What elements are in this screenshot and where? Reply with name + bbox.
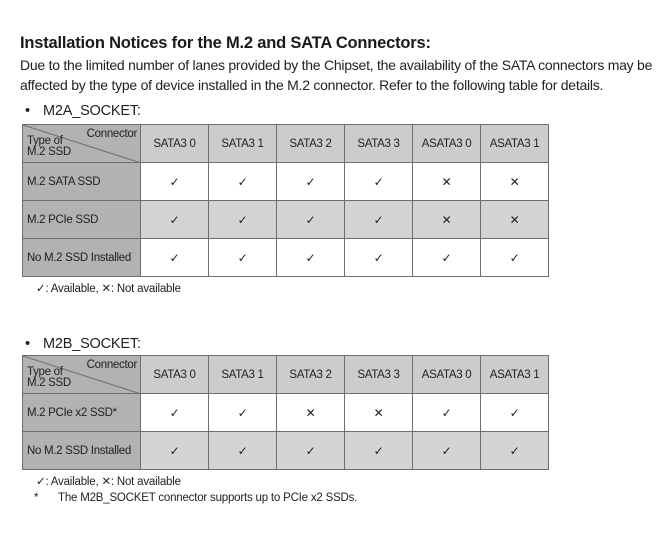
availability-cell xyxy=(209,163,277,201)
bullet: • xyxy=(25,103,30,119)
cross-icon: ✕ xyxy=(509,174,520,189)
availability-cell xyxy=(413,432,481,470)
table-row xyxy=(23,394,549,432)
table-row xyxy=(23,432,549,470)
availability-cell xyxy=(141,201,209,239)
availability-cell xyxy=(481,163,549,201)
corner-type-line2: M.2 SSD xyxy=(27,146,71,158)
legend-available-label: : Available, xyxy=(45,283,99,295)
check-icon: ✓ xyxy=(169,212,180,227)
m2a-socket-title xyxy=(25,103,141,119)
corner-connector-label: Connector xyxy=(86,128,137,140)
column-header: ASATA3 0 xyxy=(413,356,481,394)
footnote-marker: * xyxy=(34,492,39,504)
check-icon: ✓ xyxy=(36,476,46,488)
availability-cell xyxy=(413,163,481,201)
column-header: SATA3 3 xyxy=(345,356,413,394)
intro-paragraph: Due to the limited number of lanes provided by the Chipset, the availability of the SATA connectors may be affected by the type of device installed in the M.2 connector. Refer to the following table for details. xyxy=(20,57,653,93)
m2b-socket-title xyxy=(25,336,141,352)
bullet: • xyxy=(25,336,30,352)
footnote-text: The M2B_SOCKET connector supports up to PCIe x2 SSDs. xyxy=(58,492,358,504)
availability-cell xyxy=(345,201,413,239)
check-icon: ✓ xyxy=(237,443,248,458)
column-header: ASATA3 0 xyxy=(413,125,481,163)
check-icon: ✓ xyxy=(237,405,248,420)
availability-cell xyxy=(481,432,549,470)
table-row xyxy=(23,201,549,239)
availability-cell xyxy=(209,201,277,239)
availability-cell xyxy=(481,239,549,277)
availability-cell xyxy=(413,201,481,239)
availability-cell xyxy=(413,394,481,432)
corner-connector-label: Connector xyxy=(86,359,137,371)
row-label: No M.2 SSD Installed xyxy=(23,432,141,470)
column-header: SATA3 1 xyxy=(209,356,277,394)
check-icon: ✓ xyxy=(373,174,384,189)
availability-cell xyxy=(413,239,481,277)
availability-cell xyxy=(277,394,345,432)
row-label: No M.2 SSD Installed xyxy=(23,239,141,277)
table-header-row xyxy=(23,125,549,163)
availability-cell xyxy=(277,239,345,277)
availability-cell xyxy=(209,432,277,470)
availability-cell xyxy=(141,163,209,201)
cross-icon: ✕ xyxy=(373,405,384,420)
check-icon: ✓ xyxy=(169,405,180,420)
availability-cell xyxy=(141,394,209,432)
column-header: ASATA3 1 xyxy=(481,356,549,394)
check-icon: ✓ xyxy=(36,283,46,295)
page-title: Installation Notices for the M.2 and SATA Connectors: xyxy=(20,34,431,52)
footnote xyxy=(34,492,357,504)
table-corner-header xyxy=(23,125,141,163)
check-icon: ✓ xyxy=(305,212,316,227)
table-header-row xyxy=(23,356,549,394)
m2b-legend xyxy=(36,474,181,488)
cross-icon: ✕ xyxy=(441,174,452,189)
row-label: M.2 PCIe SSD xyxy=(23,201,141,239)
availability-cell xyxy=(141,432,209,470)
legend-available-label: : Available, xyxy=(45,476,99,488)
m2a-socket-table xyxy=(22,124,549,277)
column-header: SATA3 2 xyxy=(277,356,345,394)
availability-cell xyxy=(481,201,549,239)
corner-type-line2: M.2 SSD xyxy=(27,377,71,389)
m2a-legend xyxy=(36,281,181,295)
availability-cell xyxy=(481,394,549,432)
availability-cell xyxy=(345,163,413,201)
availability-cell xyxy=(209,394,277,432)
m2a-socket-label: M2A_SOCKET: xyxy=(43,103,141,119)
row-label: M.2 SATA SSD xyxy=(23,163,141,201)
legend-not-available-label: : Not available xyxy=(110,283,181,295)
availability-cell xyxy=(277,201,345,239)
availability-cell xyxy=(345,239,413,277)
check-icon: ✓ xyxy=(237,212,248,227)
check-icon: ✓ xyxy=(305,250,316,265)
m2b-socket-label: M2B_SOCKET: xyxy=(43,336,141,352)
corner-type-line1: Type of xyxy=(27,366,63,378)
check-icon: ✓ xyxy=(509,443,520,458)
table-row xyxy=(23,239,549,277)
cross-icon: ✕ xyxy=(101,283,111,295)
check-icon: ✓ xyxy=(441,250,452,265)
check-icon: ✓ xyxy=(237,174,248,189)
availability-cell xyxy=(345,394,413,432)
cross-icon: ✕ xyxy=(509,212,520,227)
corner-type-label xyxy=(27,367,71,389)
check-icon: ✓ xyxy=(373,443,384,458)
availability-cell xyxy=(209,239,277,277)
check-icon: ✓ xyxy=(169,250,180,265)
availability-cell xyxy=(277,163,345,201)
table-corner-header xyxy=(23,356,141,394)
legend-not-available-label: : Not available xyxy=(110,476,181,488)
check-icon: ✓ xyxy=(305,174,316,189)
check-icon: ✓ xyxy=(509,250,520,265)
table-row xyxy=(23,163,549,201)
availability-cell xyxy=(141,239,209,277)
check-icon: ✓ xyxy=(169,174,180,189)
cross-icon: ✕ xyxy=(441,212,452,227)
corner-type-label xyxy=(27,136,71,158)
column-header: SATA3 0 xyxy=(141,356,209,394)
cross-icon: ✕ xyxy=(101,476,111,488)
column-header: SATA3 0 xyxy=(141,125,209,163)
check-icon: ✓ xyxy=(373,212,384,227)
row-label: M.2 PCIe x2 SSD* xyxy=(23,394,141,432)
check-icon: ✓ xyxy=(237,250,248,265)
column-header: SATA3 3 xyxy=(345,125,413,163)
column-header: SATA3 1 xyxy=(209,125,277,163)
m2b-socket-table xyxy=(22,355,549,470)
cross-icon: ✕ xyxy=(305,405,316,420)
availability-cell xyxy=(277,432,345,470)
check-icon: ✓ xyxy=(169,443,180,458)
availability-cell xyxy=(345,432,413,470)
column-header: ASATA3 1 xyxy=(481,125,549,163)
check-icon: ✓ xyxy=(373,250,384,265)
check-icon: ✓ xyxy=(305,443,316,458)
column-header: SATA3 2 xyxy=(277,125,345,163)
check-icon: ✓ xyxy=(509,405,520,420)
check-icon: ✓ xyxy=(441,405,452,420)
corner-type-line1: Type of xyxy=(27,135,63,147)
check-icon: ✓ xyxy=(441,443,452,458)
